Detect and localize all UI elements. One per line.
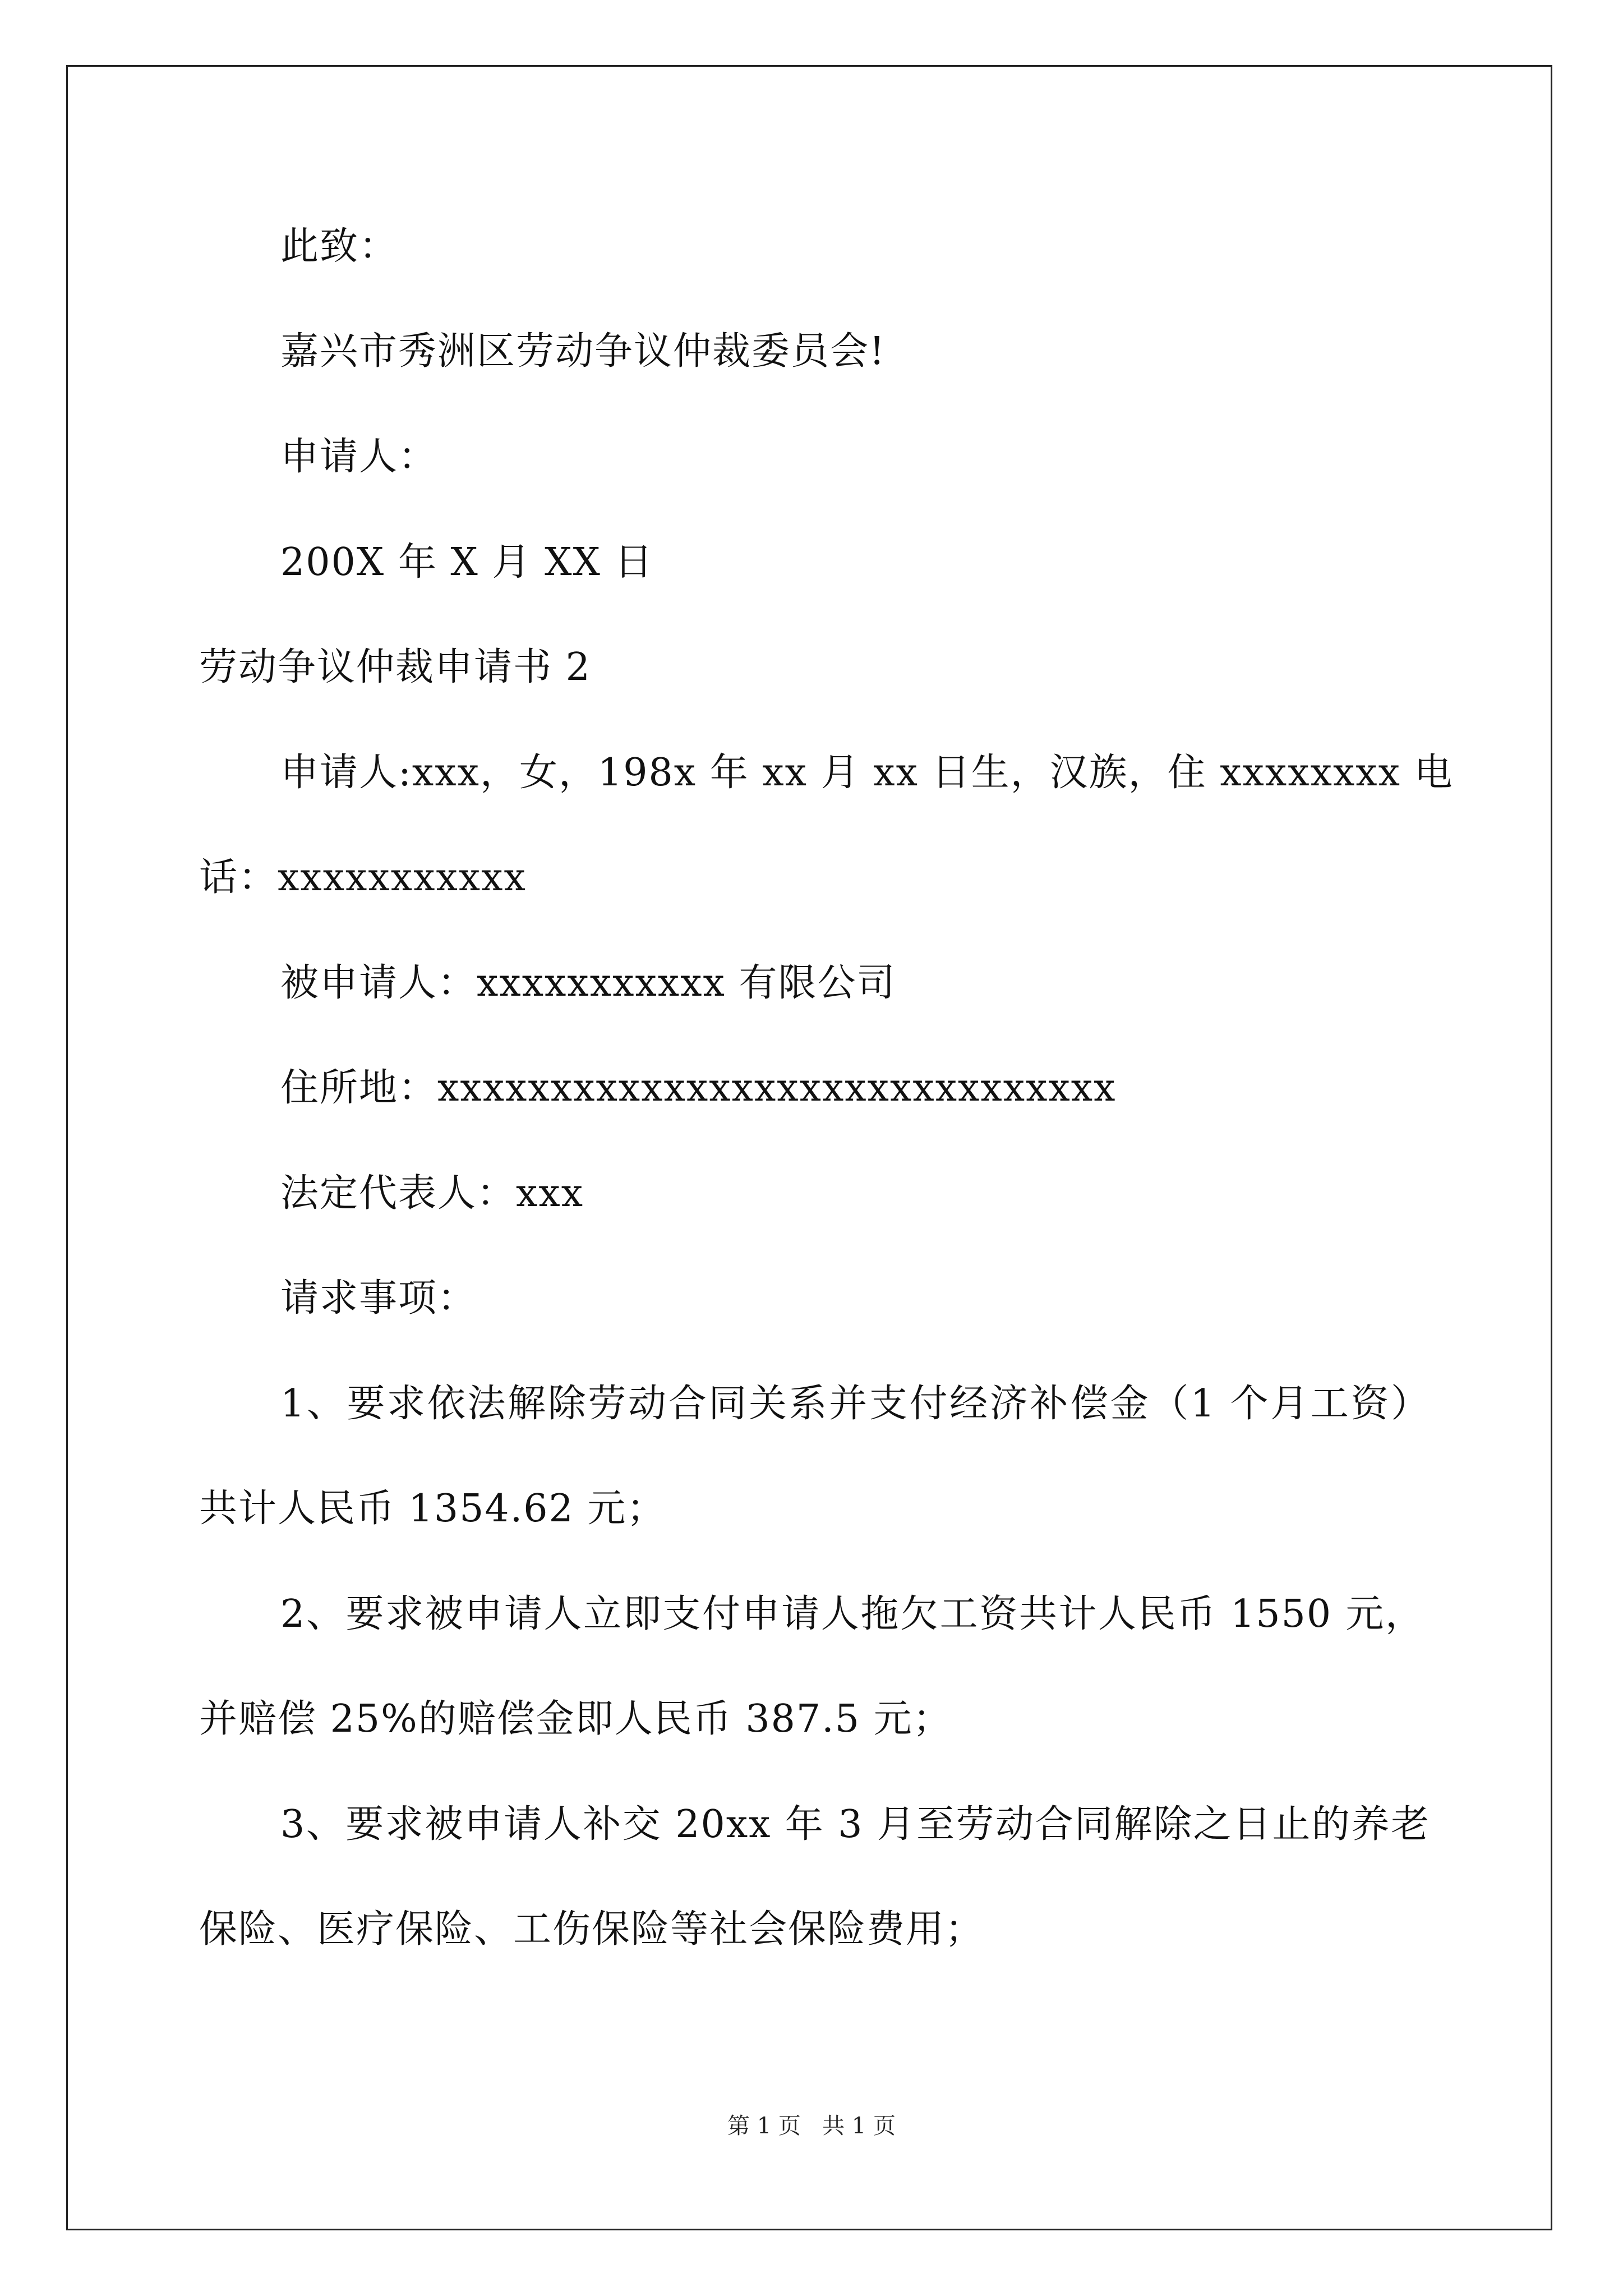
claim-2-line-2: 并赔偿 25%的赔偿金即人民币 387.5 元； (199, 1697, 952, 1741)
salutation-line: 此致： (280, 224, 399, 269)
respondent-line: 被申请人：xxxxxxxxxxx 有限公司 (280, 961, 896, 1005)
applicant-phone-line: 话：xxxxxxxxxxx (199, 855, 527, 900)
legal-representative-line: 法定代表人：xxx (280, 1171, 584, 1216)
date-line: 200X 年 X 月 XX 日 (280, 540, 654, 585)
claim-1-line-1: 1、要求依法解除劳动合同关系并支付经济补偿金（1 个月工资） (280, 1382, 1430, 1426)
document-title: 劳动争议仲裁申请书 2 (199, 645, 591, 689)
claims-heading: 请求事项： (280, 1276, 477, 1320)
respondent-address-line: 住所地：xxxxxxxxxxxxxxxxxxxxxxxxxxxxxx (280, 1066, 1117, 1110)
recipient-line: 嘉兴市秀洲区劳动争议仲裁委员会! (280, 329, 886, 374)
claim-1-line-2: 共计人民币 1354.62 元； (199, 1487, 666, 1531)
claim-2-line-1: 2、要求被申请人立即支付申请人拖欠工资共计人民币 1550 元， (280, 1592, 1424, 1636)
page-number-footer: 第 1 页 共 1 页 (727, 2113, 896, 2139)
applicant-signature-line: 申请人： (280, 435, 438, 479)
claim-3-line-1: 3、要求被申请人补交 20xx 年 3 月至劳动合同解除之日止的养老 (280, 1802, 1430, 1847)
applicant-info-line: 申请人:xxx，女，198x 年 xx 月 xx 日生，汉族，住 xxxxxxxx 电 (280, 751, 1454, 795)
claim-3-line-2: 保险、医疗保险、工伤保险等社会保险费用； (199, 1907, 985, 1952)
